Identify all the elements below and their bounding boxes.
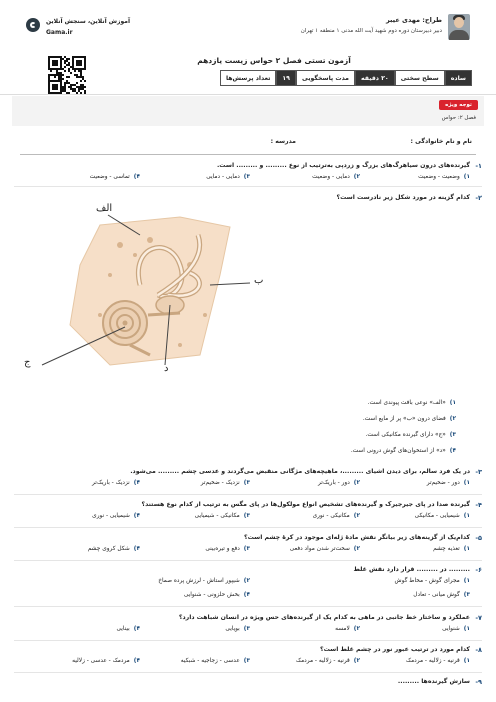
label-dal: د [164,363,169,374]
exam-title: آزمون تستی فصل ۲ حواس زیست یازدهم [197,56,351,65]
exam-info-bar [220,70,472,86]
option-4[interactable]: ۴)شیمیایی - نوری [92,513,140,519]
question-number: ۱- [475,162,482,170]
question-text: کدام مورد در ترتیب عبور نور در چشم غلط است؟ [320,646,470,653]
question-number: ۲- [475,194,482,202]
option-2[interactable]: ۲)فضای درون «ب» پر از مایع است. [362,416,456,422]
designer-avatar [448,14,470,40]
header-divider [0,94,496,95]
question-text: ......... در ......... قرار دارد نقش غلط [353,566,470,573]
option-1[interactable]: ۱)وضعیت - وضعیت [418,174,470,180]
option-2[interactable]: ۲)سخت‌تر شدن مواد دفعی [289,546,360,552]
option-3[interactable]: ۳)گوش میانی - تعادل [413,592,470,598]
question-number: ۳- [475,468,482,476]
option-2[interactable]: ۲)شیپور استاش - لرزش پرده صماخ [158,578,250,584]
option-3[interactable]: ۳)دفع و تیره‌بینی [205,546,250,552]
question-number: ۵- [475,534,482,542]
gama-logo-icon [26,18,40,32]
designer-info: دبیر دبیرستان دوره دوم شهید آیت الله مدنی ۱ منطقه ۱ تهران [300,28,442,34]
option-1[interactable]: ۱)شنوایی [442,626,470,632]
label-alef: الف [96,203,113,214]
duration-value: ۲۰ دقیقه [355,70,395,86]
option-4[interactable]: ۴)«د» از استخوان‌های گوش درونی است. [350,448,456,454]
question-text: گیرنده صدا در پای جیرجیرک و گیرنده‌های تشخیص انواع مولکول‌ها در پای مگس به ترتیب از کدام نوع هستند؟ [141,501,470,508]
option-3[interactable]: ۳)«ج» دارای گیرنده‌ مکانیکی است. [365,432,456,438]
question-7 [14,614,482,638]
question-8 [14,646,482,670]
difficulty-label: سطح سختی [395,70,445,86]
question-4 [14,501,482,525]
option-2[interactable]: ۲)دمایی - وضعیت [312,174,360,180]
label-jim: ج [24,357,31,368]
option-3[interactable]: ۳)بویایی [225,626,250,632]
question-text: کدام گزینه در مورد شکل زیر نادرست است؟ [336,194,470,201]
question-text: در یک فرد سالم، برای دیدن اشیای .........، ماهیچه‌های مژگانی منقبض می‌گردند و عدسی چشم ......... می‌شود. [130,468,470,475]
option-4[interactable]: ۴)بینایی [116,626,140,632]
question-9 [14,678,482,692]
site-brand[interactable] [24,16,144,40]
difficulty-value: ساده [445,70,472,86]
option-1[interactable]: ۱)قرنیه - زلالیه - مردمک [405,658,470,664]
site-title: آموزش آنلاین، سنجش آنلاین [46,18,131,25]
option-3[interactable]: ۳)عدسی - زجاجیه - شبکیه [180,658,250,664]
label-be: ب [254,275,264,286]
site-url: Gama.ir [46,29,73,36]
question-text: کدام‌یک از گزینه‌های زیر بیانگر نقش مادهٔ ژله‌ای موجود در کرهٔ چشم است؟ [244,534,470,541]
question-3 [14,468,482,492]
question-1 [14,162,482,186]
question-number: ۴- [475,501,482,509]
student-info [24,138,472,148]
question-number: ۷- [475,614,482,622]
option-4[interactable]: ۴)تماسی - وضعیت [89,174,140,180]
question-text: سازش گیرنده‌ها ......... [397,678,470,685]
student-name-field[interactable]: نام و نام خانوادگی : [410,138,472,145]
option-3[interactable]: ۳)نزدیک - ضخیم‌تر [200,480,250,486]
note-box [12,96,484,126]
school-field[interactable]: مدرسه : [270,138,296,145]
question-number: ۹- [475,678,482,686]
inner-ear-figure [24,203,270,375]
option-2[interactable]: ۲)مکانیکی - نوری [312,513,360,519]
question-count-value: ۱۹ [276,70,296,86]
question-number: ۸- [475,646,482,654]
question-number: ۶- [475,566,482,574]
option-3[interactable]: ۳)مکانیکی - شیمیایی [194,513,250,519]
option-1[interactable]: ۱)مجرای گوش - مخاط گوش [394,578,470,584]
question-5 [14,534,482,558]
option-2[interactable]: ۲)قرنیه - زلالیه - مردمک [295,658,360,664]
option-1[interactable]: ۱)«الف» نوعی بافت پیوندی است. [367,400,456,406]
option-3[interactable]: ۳)دمایی - دمایی [206,174,250,180]
header-top [24,10,472,56]
option-2[interactable]: ۲)لامسه [335,626,360,632]
option-4[interactable]: ۴)مردمک - عدسی - زلالیه [72,658,140,664]
designer-name: طراح: مهدی عیبر [385,16,442,24]
duration-label: مدت پاسخگویی [296,70,355,86]
section-divider [20,154,476,155]
qr-code-icon[interactable] [48,56,86,94]
option-2[interactable]: ۲)دور - باریک‌تر [318,480,360,486]
question-6 [14,566,482,606]
note-text: فصل ۲: حواس [441,115,476,121]
option-1[interactable]: ۱)شیمیایی - مکانیکی [414,513,470,519]
question-text: عملکرد و ساختار خط جانبی در ماهی به کدام یک از گیرنده‌های حس ویژه در انسان شباهت دارد؟ [178,614,470,621]
ear-diagram-svg [30,205,270,375]
option-4[interactable]: ۴)نزدیک - باریک‌تر [92,480,140,486]
option-1[interactable]: ۱)دور - ضخیم‌تر [426,480,470,486]
option-4[interactable]: ۴)بخش حلزونی - شنوایی [183,592,250,598]
option-1[interactable]: ۱)تغذیه چشم [433,546,470,552]
question-count-label: تعداد پرسش‌ها [220,70,276,86]
note-badge: توجه ویژه [439,100,478,110]
option-4[interactable]: ۴)شکل کروی چشم [87,546,140,552]
question-text: گیرنده‌های درون سیاهرگ‌های بزرگ و زردپی به‌ترتیب از نوع ......... و ......... است. [216,162,470,169]
